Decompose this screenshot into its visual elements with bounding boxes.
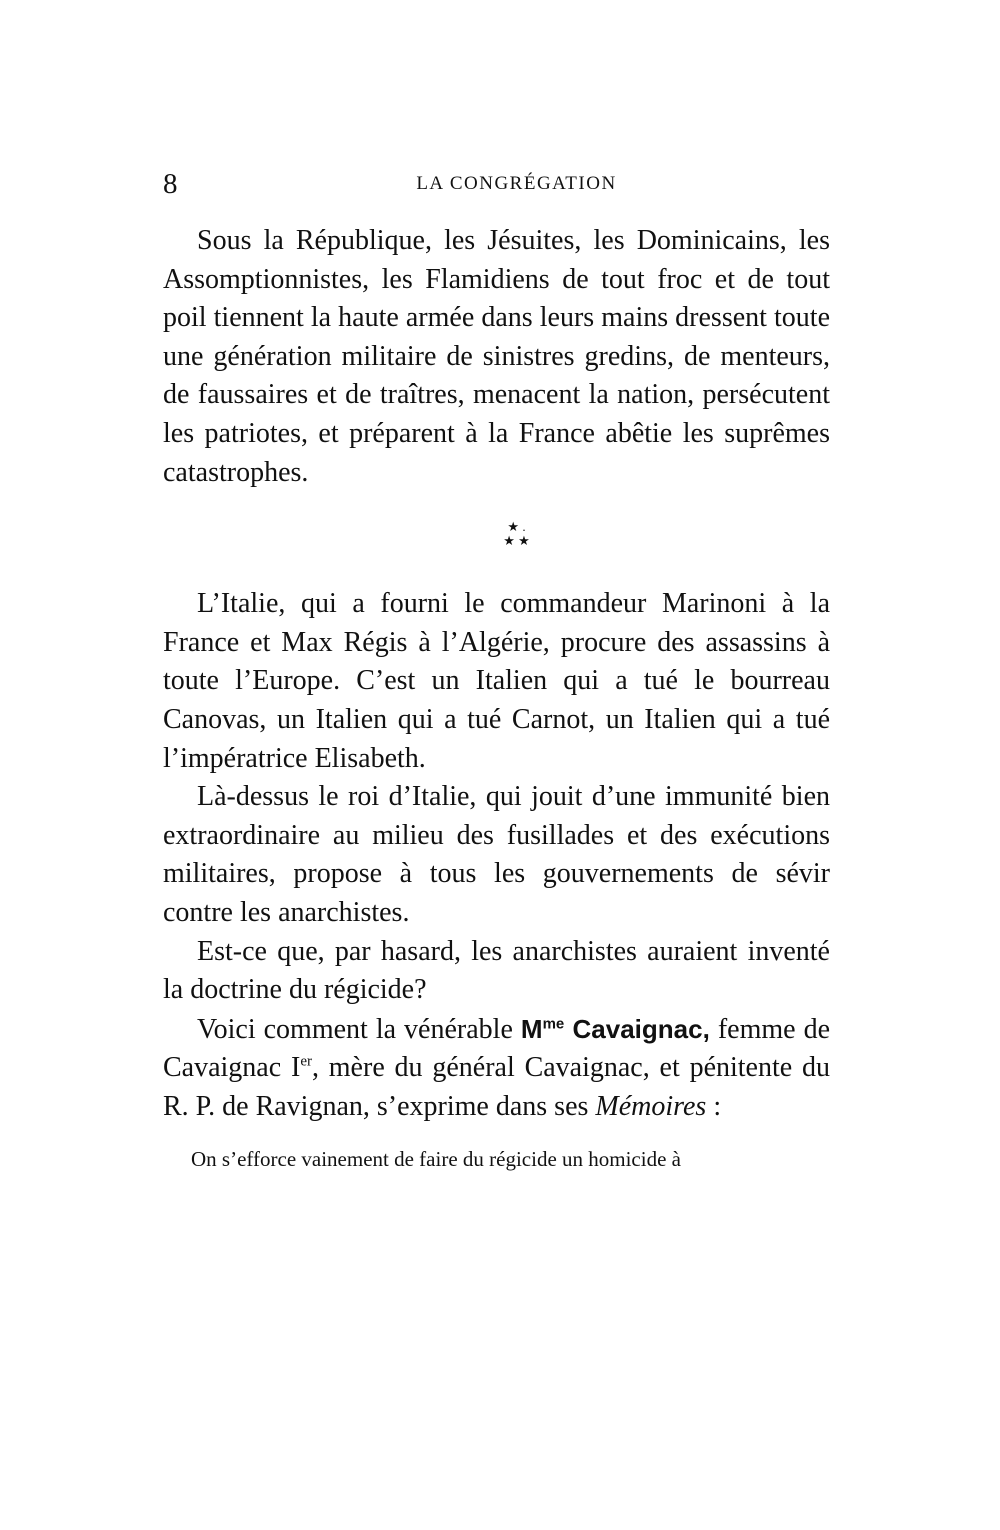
running-head: LA CONGRÉGATION <box>416 173 617 194</box>
p5-bold-main: M <box>520 1013 543 1044</box>
page-number: 8 <box>163 168 178 200</box>
p5-bold-after: Cavaignac, <box>564 1013 710 1044</box>
p5-bold-sup: me <box>542 1015 565 1033</box>
paragraph-3: Là-dessus le roi d’Italie, qui jouit d’une immunité bien extraordinaire au milieu des fusillades et des exécutions militaires, propose à tous les gouvernements de sévir contre les anarchistes. <box>163 781 830 928</box>
paragraph-2: L’Italie, qui a fourni le commandeur Marinoni à la France et Max Régis à l’Algérie, procure des assassins à toute l’Europe. C’est un Italien qui a tué le bourreau Canovas, un Italien qui a tué Carnot, un Italien qui a tué l’impératrice Elisabeth. <box>163 588 830 774</box>
p5-before: Voici comment la vénérable <box>197 1013 521 1045</box>
p5-mid1: femme de Cavaignac I <box>163 1013 831 1084</box>
quotation: On s’efforce vainement de faire du régicide un homicide à <box>191 1147 681 1172</box>
page-body <box>163 222 830 1174</box>
p5-mid-sup: er <box>300 1053 312 1070</box>
p5-mid2: , mère du général Cavaignac, et pénitente du R. P. de Ravignan, s’exprime dans ses <box>163 1052 830 1122</box>
p5-name-bold <box>521 1014 710 1044</box>
asterism-bottom: ★ ★ <box>503 533 530 549</box>
paragraph-5 <box>163 1010 830 1127</box>
paragraph-4: Est-ce que, par hasard, les anarchistes auraient inventé la doctrine du régicide? <box>163 935 830 1006</box>
p5-italic-title: Mémoires <box>595 1090 707 1122</box>
p5-end: : <box>706 1090 722 1122</box>
asterism-top: ★ . <box>507 519 526 535</box>
page-header <box>163 168 830 202</box>
paragraph-1: Sous la République, les Jésuites, les Dominicains, les Assomptionnistes, les Flamidiens de tout froc et de tout poil tiennent la haute armée dans leurs mains dressent toute une génération militaire de sinistres gredins, de menteurs, de faussaires et de traîtres, menacent la nation, persécutent les patriotes, et préparent à la France abêtie les suprêmes catastrophes. <box>163 225 830 488</box>
asterism-ornament <box>163 520 830 548</box>
